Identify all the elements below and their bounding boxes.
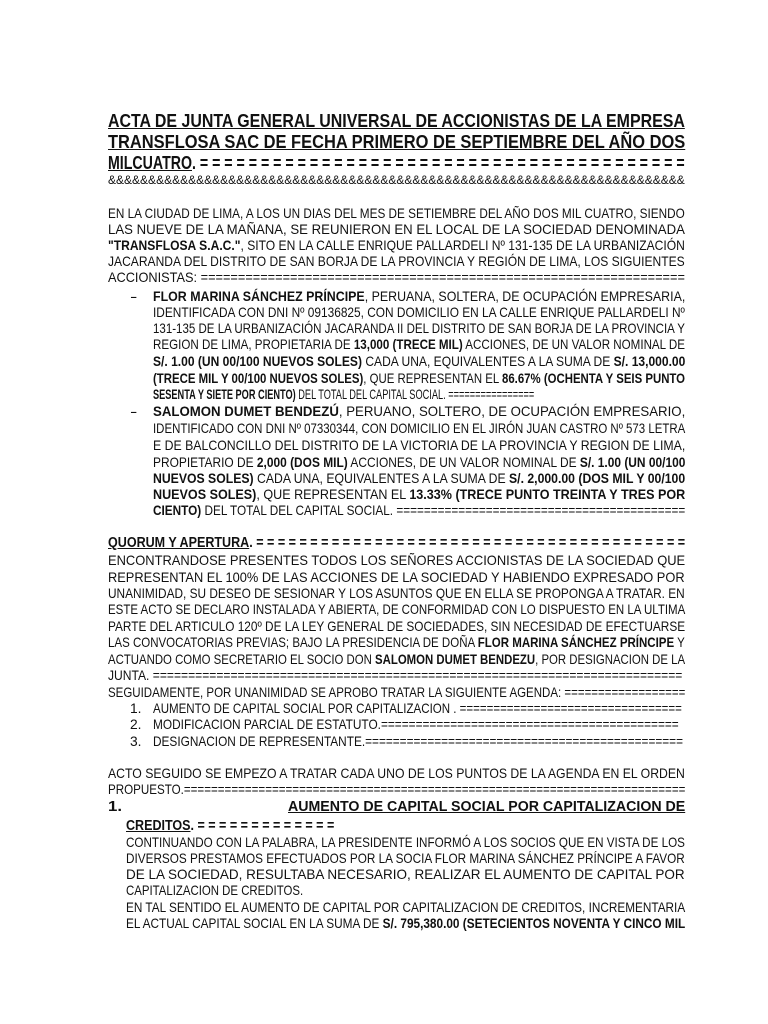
- paragraph-line: ESTE ACTO SE DECLARO INSTALADA Y ABIERTA, DE CONFORMIDAD CON LO DISPUESTO EN LA ULTIMA: [108, 602, 686, 617]
- nominal-value: S/. 1.00 (UN 00/100 NUEVOS SOLES): [153, 354, 362, 369]
- heading-separator: . = = = = = = = = = = = = =: [190, 818, 335, 834]
- title-text: TRANSFLOSA SAC DE FECHA PRIMERO DE SEPTIEMBRE DEL AÑO DOS: [108, 131, 686, 152]
- shareholder-line: [153, 338, 685, 352]
- shareholder-name: FLOR MARINA SÁNCHEZ PRÍNCIPE: [153, 289, 365, 304]
- shareholder-name: SALOMON DUMET BENDEZÚ: [153, 404, 339, 419]
- president-name: FLOR MARINA SÁNCHEZ PRÍNCIPE: [477, 635, 675, 650]
- shareholder-line: [153, 504, 685, 518]
- intro-line: [108, 239, 685, 253]
- paragraph-line: CONTINUANDO CON LA PALABRA, LA PRESIDENTE INFORMÓ A LOS SOCIOS QUE EN VISTA DE LOS: [126, 835, 685, 850]
- paragraph-line: JUNTA. ===========================================================================: [108, 668, 683, 683]
- paragraph-text: Y: [674, 635, 685, 650]
- paragraph-line: REPRESENTAN EL 100% DE LAS ACCIONES DE LA SOCIEDAD Y HABIENDO EXPRESADO POR: [108, 570, 685, 585]
- shareholder-line: [153, 472, 685, 486]
- shareholder-line: [153, 355, 685, 369]
- paragraph-text: EL ACTUAL CAPITAL SOCIAL EN LA SUMA DE: [126, 916, 383, 931]
- section-heading: [126, 819, 334, 833]
- paragraph-line: PROPUESTO.==========================================================================: [108, 782, 686, 797]
- secretary-name: SALOMON DUMET BENDEZU: [375, 652, 536, 667]
- shareholder-line: IDENTIFICADO CON DNI Nº 07330344, CON DOMICILIO EN EL JIRÓN JUAN CASTRO Nº 573 LETRA: [153, 421, 686, 436]
- intro-text: , SITO EN LA CALLE ENRIQUE PALLARDELI Nº 131-135 DE LA URBANIZACIÓN: [240, 238, 685, 253]
- title-separator: . = = = = = = = = = = = = = = = = = = = = = = = = = = = = = = = = = = = = = = = =: [191, 152, 685, 173]
- amount: NUEVOS SOLES): [153, 487, 257, 502]
- paragraph-line: ENCONTRANDOSE PRESENTES TODOS LOS SEÑORES ACCIONISTAS DE LA SOCIEDAD QUE: [108, 553, 686, 568]
- paragraph-line: [108, 636, 685, 650]
- section-heading: [108, 536, 685, 550]
- shareholder-line: [153, 456, 685, 470]
- intro-line: EN LA CIUDAD DE LIMA, A LOS UN DIAS DEL MES DE SETIEMBRE DEL AÑO DOS MIL CUATRO, SIENDO: [108, 206, 685, 221]
- amount: S/. 2,000.00 (DOS MIL Y 00/100: [509, 471, 686, 486]
- shareholder-text: ACCIONES, DE UN VALOR NOMINAL DE: [347, 455, 580, 470]
- percentage: CIENTO): [153, 503, 202, 518]
- paragraph-line: SEGUIDAMENTE, POR UNANIMIDAD SE APROBO TRATAR LA SIGUIENTE AGENDA: ==================: [108, 685, 686, 700]
- shareholder-text: CADA UNA, EQUIVALENTES A LA SUMA DE: [253, 471, 510, 486]
- bullet-dash: -: [130, 289, 138, 304]
- amount: S/. 13,000.00: [613, 354, 686, 369]
- paragraph-text: ACTUANDO COMO SECRETARIO EL SOCIO DON: [108, 652, 376, 667]
- section-number: 1.: [108, 799, 123, 815]
- shareholder-text: ACCIONES, DE UN VALOR NOMINAL DE: [462, 337, 686, 352]
- paragraph-text: LAS CONVOCATORIAS PREVIAS; BAJO LA PRESIDENCIA DE DOÑA: [108, 635, 478, 650]
- percentage: 86.67% (OCHENTA Y SEIS PUNTO: [501, 371, 686, 386]
- section-heading: [288, 800, 685, 814]
- shareholder-line: [153, 405, 685, 419]
- shareholder-line: 131-135 DE LA URBANIZACIÓN JACARANDA II DEL DISTRITO DE SAN BORJA DE LA PROVINCIA Y: [153, 321, 685, 336]
- shareholder-text: DEL TOTAL DEL CAPITAL SOCIAL. ================: [295, 387, 535, 402]
- amount: (TRECE MIL Y 00/100 NUEVOS SOLES): [153, 371, 364, 386]
- shareholder-text: , PERUANA, SOLTERA, DE OCUPACIÓN EMPRESARIA,: [364, 289, 686, 304]
- paragraph-line: PARTE DEL ARTICULO 120º DE LA LEY GENERAL DE SOCIEDADES, SIN NECESIDAD DE EFECTUARSE: [108, 619, 686, 634]
- shareholder-text: PROPIETARIO DE: [153, 455, 257, 470]
- agenda-item: MODIFICACION PARCIAL DE ESTATUTO.===========================================: [153, 717, 679, 732]
- paragraph-line: CAPITALIZACION DE CREDITOS.: [126, 883, 304, 898]
- capital-amount: S/. 795,380.00 (SETECIENTOS NOVENTA Y CINCO MIL: [382, 916, 686, 931]
- title-line: [108, 112, 685, 131]
- percentage: SESENTA Y SIETE POR CIENTO): [153, 387, 296, 402]
- paragraph-text: , POR DESIGNACION DE LA: [535, 652, 686, 667]
- shareholder-text: , QUE REPRESENTAN EL: [256, 487, 410, 502]
- agenda-item: DESIGNACION DE REPRESENTANTE.==============================================: [153, 734, 683, 749]
- title-line: [108, 133, 685, 152]
- shareholder-text: DEL TOTAL DEL CAPITAL SOCIAL. ==========================================: [201, 503, 686, 518]
- intro-line: JACARANDA DEL DISTRITO DE SAN BORJA DE LA PROVINCIA Y REGIÓN DE LIMA, LOS SIGUIENTES: [108, 254, 685, 269]
- section1-heading: AUMENTO DE CAPITAL SOCIAL POR CAPITALIZACION DE: [288, 799, 686, 815]
- nominal-value: S/. 1.00 (UN 00/100: [579, 455, 686, 470]
- shareholder-text: REGION DE LIMA, PROPIETARIA DE: [153, 337, 354, 352]
- agenda-item: AUMENTO DE CAPITAL SOCIAL POR CAPITALIZACION . =================================: [153, 701, 682, 716]
- shareholder-line: E DE BALCONCILLO DEL DISTRITO DE LA VICTORIA DE LA PROVINCIA Y REGION DE LIMA,: [153, 438, 686, 453]
- shareholder-line: [153, 388, 534, 402]
- share-count: 13,000 (TRECE MIL): [353, 337, 463, 352]
- shareholder-line: IDENTIFICADA CON DNI Nº 09136825, CON DOMICILIO EN LA CALLE ENRIQUE PALLARDELI Nº: [153, 305, 685, 320]
- shareholder-line: [153, 290, 685, 304]
- title-text: ACTA DE JUNTA GENERAL UNIVERSAL DE ACCIONISTAS DE LA EMPRESA: [108, 110, 685, 131]
- nominal-value: NUEVOS SOLES): [153, 471, 254, 486]
- share-count: 2,000 (DOS MIL): [256, 455, 348, 470]
- paragraph-line: [126, 917, 685, 931]
- ampersand-separator: &&&&&&&&&&&&&&&&&&&&&&&&&&&&&&&&&&&&&&&&&&&&&&&&&&&&&&&&&&&&&&&&&&&&&&&&: [108, 174, 685, 187]
- title-line: [108, 154, 685, 173]
- agenda-number: 1.: [130, 701, 142, 716]
- heading-separator: . = = = = = = = = = = = = = = = = = = = = = = = = = = = = = = = = = = = = = = = =: [249, 535, 686, 551]
- percentage: 13.33% (TRECE PUNTO TREINTA Y TRES POR: [409, 487, 686, 502]
- shareholder-line: [153, 372, 685, 386]
- paragraph-line: EN TAL SENTIDO EL AUMENTO DE CAPITAL POR CAPITALIZACION DE CREDITOS, INCREMENTARIA: [126, 900, 686, 915]
- agenda-number: 3.: [130, 734, 142, 749]
- paragraph-line: DIVERSOS PRESTAMOS EFECTUADOS POR LA SOCIA FLOR MARINA SÁNCHEZ PRÍNCIPE A FAVOR: [126, 851, 685, 866]
- intro-line: ACCIONISTAS: =================================================================: [108, 270, 685, 285]
- shareholder-text: , QUE REPRESENTAN EL: [363, 371, 502, 386]
- paragraph-line: DE LA SOCIEDAD, RESULTABA NECESARIO, REALIZAR EL AUMENTO DE CAPITAL POR: [126, 867, 685, 882]
- title-text: MILCUATRO: [108, 152, 192, 173]
- agenda-number: 2.: [130, 717, 142, 732]
- bullet-dash: -: [130, 404, 138, 419]
- shareholder-line: [153, 488, 685, 502]
- section1-heading: CREDITOS: [126, 818, 191, 834]
- company-name: "TRANSFLOSA S.A.C.": [108, 238, 241, 253]
- paragraph-line: [108, 653, 685, 667]
- intro-line: LAS NUEVE DE LA MAÑANA, SE REUNIERON EN EL LOCAL DE LA SOCIEDAD DENOMINADA: [108, 222, 685, 237]
- paragraph-line: ACTO SEGUIDO SE EMPEZO A TRATAR CADA UNO DE LOS PUNTOS DE LA AGENDA EN EL ORDEN: [108, 766, 685, 781]
- quorum-heading: QUORUM Y APERTURA: [108, 535, 250, 551]
- paragraph-line: UNANIMIDAD, SU DESEO DE SESIONAR Y LOS ASUNTOS QUE EN ELLA SE PROPONGA A TRATAR. EN: [108, 586, 685, 601]
- shareholder-text: CADA UNA, EQUIVALENTES A LA SUMA DE: [362, 354, 614, 369]
- shareholder-text: , PERUANO, SOLTERO, DE OCUPACIÓN EMPRESARIO,: [338, 404, 686, 419]
